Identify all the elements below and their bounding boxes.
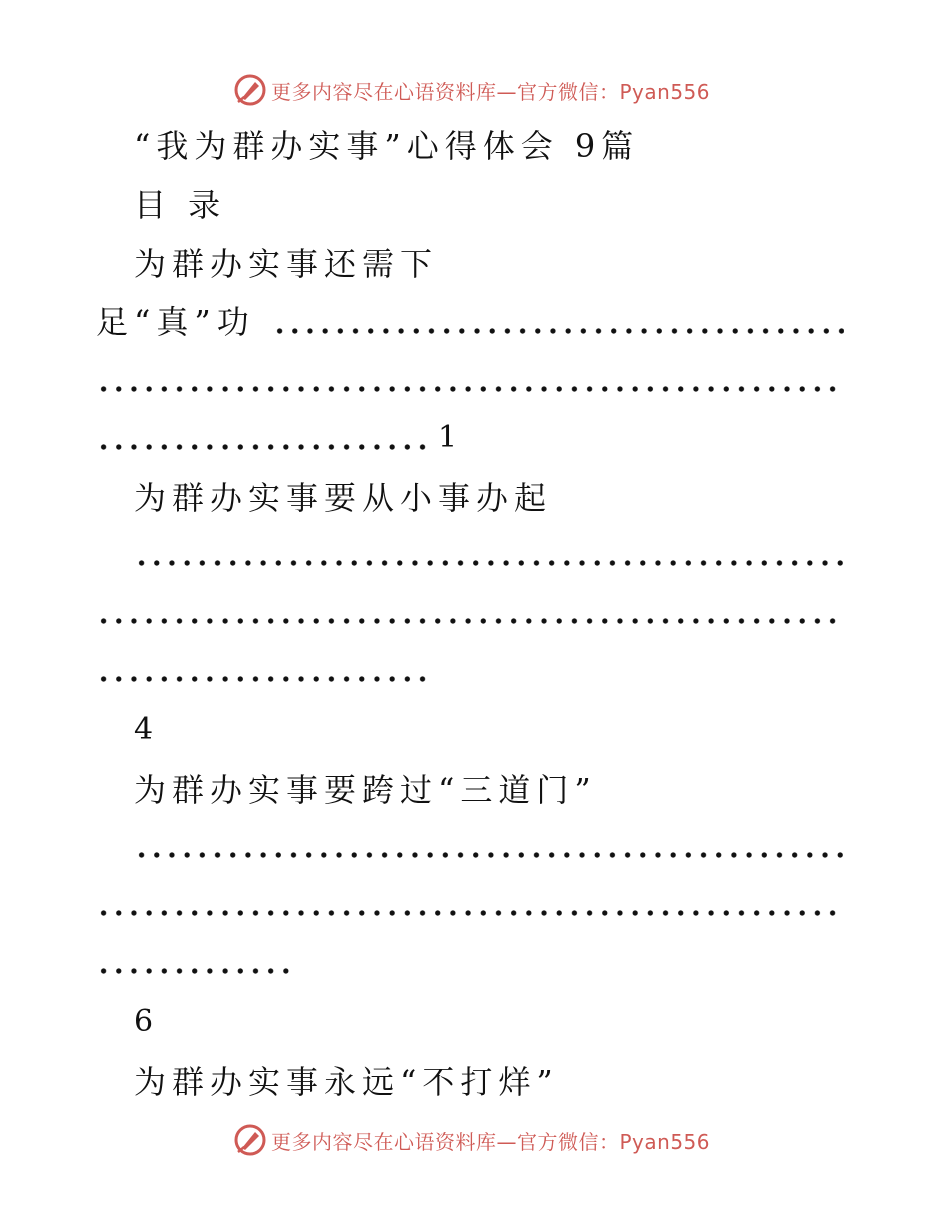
header-banner xyxy=(233,72,710,108)
toc-entry-2-title: 为群办实事要从小事办起 xyxy=(134,479,553,517)
pen-nib-logo-icon xyxy=(233,1123,267,1157)
toc-entry-2-page: 4 xyxy=(134,712,154,747)
dot-leader xyxy=(96,674,434,684)
toc-entry-3-title: 为群办实事要跨过“三道门” xyxy=(134,771,597,809)
dot-leader xyxy=(96,908,844,918)
dot-leader xyxy=(96,616,844,626)
dot-leader xyxy=(96,384,844,394)
toc-entry-4-title: 为群办实事永远“不打烊” xyxy=(134,1063,559,1101)
toc-entry-1-title-cont: 足“真”功 xyxy=(96,303,255,341)
toc-entry-1-title: 为群办实事还需下 xyxy=(134,245,439,283)
footer-banner xyxy=(233,1122,710,1158)
dot-leader xyxy=(272,326,844,336)
toc-heading: 目 录 xyxy=(134,186,227,224)
dot-leader xyxy=(134,850,844,860)
dot-leader xyxy=(134,558,844,568)
banner-text: 更多内容尽在心语资料库—官方微信：Pyan556 xyxy=(271,1129,711,1154)
dot-leader xyxy=(96,442,434,452)
toc-entry-1-page: 1 xyxy=(438,420,458,455)
toc-entry-3-page: 6 xyxy=(134,1004,154,1039)
document-title: “我为群办实事”心得体会 9篇 xyxy=(134,127,640,165)
dot-leader xyxy=(96,966,296,976)
banner-text: 更多内容尽在心语资料库—官方微信：Pyan556 xyxy=(271,79,711,104)
pen-nib-logo-icon xyxy=(233,73,267,107)
